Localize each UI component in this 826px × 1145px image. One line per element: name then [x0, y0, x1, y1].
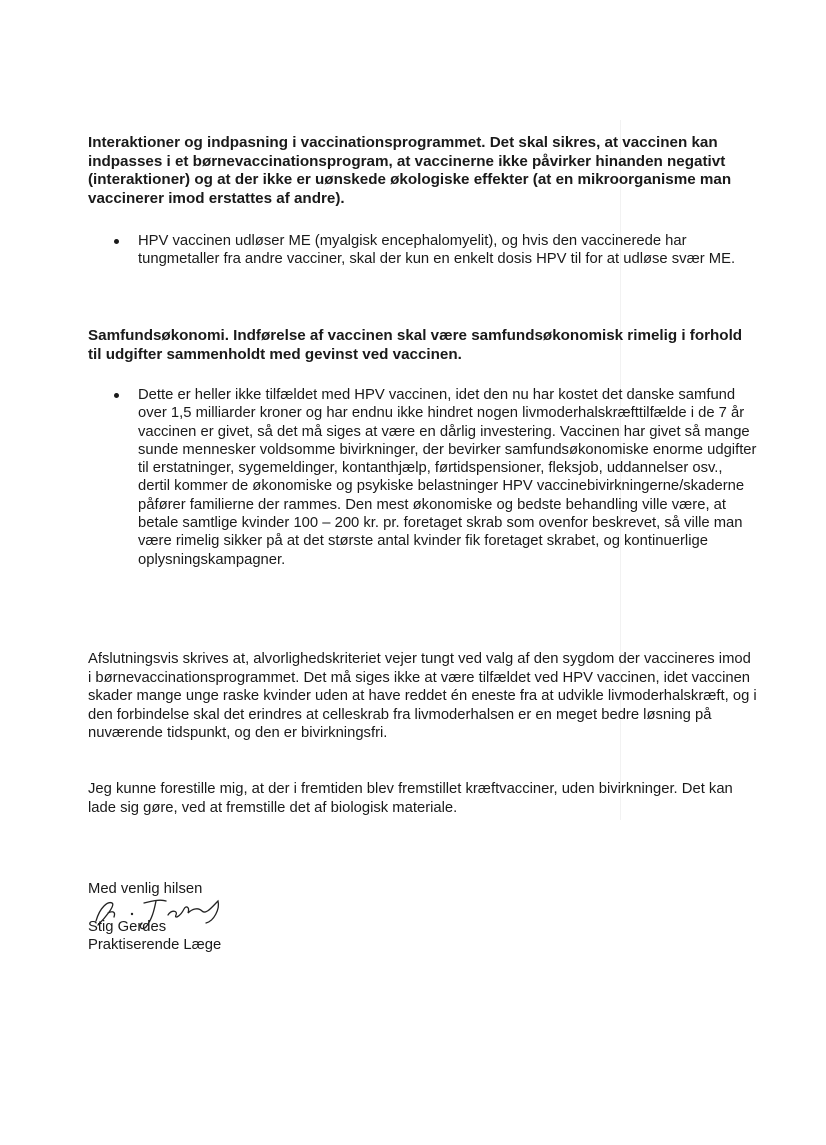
greeting: Med venlig hilsen [88, 881, 203, 897]
list-item: Dette er heller ikke tilfældet med HPV vaccinen, idet den nu har kostet det danske samfund over 1,5 milliarder kroner og har endnu ikke hindret nogen livmoderhalskræfttilfælde i de 7 år vaccinen er givet, så det må siges at være en dårlig investering. Vaccinen har givet så mange sunde mennesker voldsomme bivirkninger, der bevirker samfundsøkonomiske enorme udgifter til erstatninger, sygemeldinger, kontanthjælp, førtidspensioner, fleksjob, uddannelser osv., dertil kommer de økonomiske og psykiske belastninger HPV vaccinebivirkningerne/skaderne påfører familierne der rammes. Den mest økonomiske og bedste behandling ville være, at betale samtlige kvinder 100 – 200 kr. pr. foretaget skrab som ovenfor beskrevet, så ville man være rimelig sikker på at det største antal kvinder fik foretaget skrabet, og kontinuerlige oplysningskampagner. [112, 386, 758, 569]
section-heading-economy: Samfundsøkonomi. Indførelse af vaccinen skal være samfundsøkonomisk rimelig i forhold til udgifter sammenholdt med gevinst ved vaccinen. [88, 327, 743, 363]
closing-paragraph: Jeg kunne forestille mig, at der i fremtiden blev fremstillet kræftvacciner, uden bivirkninger. Det kan lade sig gøre, ved at fremstille det af biologisk materiale. [88, 781, 733, 816]
section-heading-interactions: Interaktioner og indpasning i vaccinationsprogrammet. Det skal sikres, at vaccinen kan indpasses i et børnevaccinationsprogram, at vaccinerne ikke påvirker hinanden negativt (interaktioner) og at der ikke er uønskede økologiske effekter (at en mikroorganisme man vaccinerer imod erstattes af andre). [88, 134, 732, 207]
list-item: HPV vaccinen udløser ME (myalgisk encephalomyelit), og hvis den vaccinerede har tungmetaller fra andre vacciner, skal der kun en enkelt dosis HPV til for at udløse svær ME. [112, 232, 758, 269]
bullet-list-economy [112, 386, 758, 569]
signatory-title: Praktiserende Læge [88, 937, 222, 953]
conclusion-paragraph: Afslutningsvis skrives at, alvorlighedskriteriet vejer tungt ved valg af den sygdom der vaccineres imod i børnevaccinationsprogrammet. Det må siges ikke at være tilfældet ved HPV vaccinen, idet vaccinen skader mange unge raske kvinder uden at have reddet én eneste fra at udvikle livmoderhalskræft, og i den forbindelse skal det erindres at celleskrab fra livmoderhalsen er en meget bedre løsning på nuværende tidspunkt, og den er bivirkningsfri. [88, 651, 757, 742]
signatory-name: Stig Gerdes [88, 919, 167, 935]
bullet-list-interactions [112, 232, 758, 269]
